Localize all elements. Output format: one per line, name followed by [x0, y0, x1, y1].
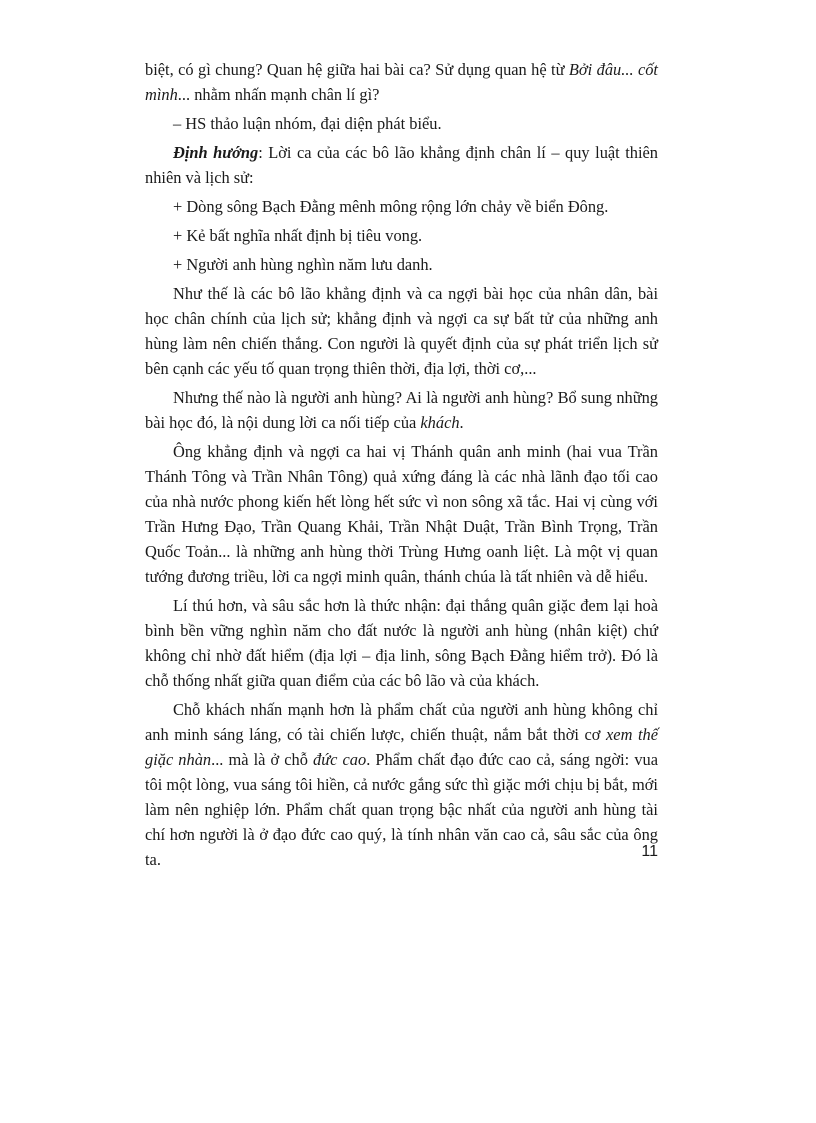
- text-run: Chỗ khách nhấn mạnh hơn là phẩm chất của người anh hùng không chỉ anh minh sáng láng, có tài chiến lược, chiến thuật, nắm bắt thời cơ: [145, 700, 658, 744]
- text-run: – HS thảo luận nhóm, đại diện phát biểu.: [173, 114, 442, 133]
- text-run-italic: đức cao: [313, 750, 367, 769]
- paragraph: [145, 593, 658, 693]
- list-item: [145, 252, 658, 277]
- text-run: : Lời ca của các bô lão khẳng định chân lí – quy luật thiên nhiên và lịch sử:: [145, 143, 658, 187]
- text-run-italic: khách: [420, 413, 460, 432]
- text-run: .: [459, 413, 464, 432]
- text-run-italic: Bởi đâu... cốt mình: [145, 60, 658, 104]
- page-number: 11: [641, 843, 658, 860]
- text-run: Ông khẳng định và ngợi ca hai vị Thánh quân anh minh (hai vua Trần Thánh Tông và Trần Nhân Tông) quả xứng đáng là các nhà lãnh đạo tối cao của nhà nước phong kiến hết lòng hết sức vì non sông xã tắc. Hai vị cùng với Trần Hưng Đạo, Trần Quang Khải, Trần Nhật Duật, Trần Bình Trọng, Trần Quốc Toản... là những anh hùng thời Trùng Hưng oanh liệt. Là một vị quan tướng đương triều, lời ca ngợi minh quân, thánh chúa là tất nhiên và dễ hiểu.: [145, 442, 658, 586]
- paragraph-orientation: [145, 140, 658, 190]
- text-run-bold-italic: Định hướng: [173, 143, 259, 162]
- paragraph: [145, 439, 658, 589]
- paragraph-continuation: [145, 57, 658, 107]
- text-run: ... nhằm nhấn mạnh chân lí gì?: [177, 85, 380, 104]
- text-run: . Phẩm chất đạo đức cao cả, sáng ngời: vua tôi một lòng, vua sáng tôi hiền, cả nước gắng sức thì giặc mới chịu bị bắt, mới làm nên nghiệp lớn. Phẩm chất quan trọng bậc nhất của người anh hùng tài chí hơn người là ở đạo đức cao quý, là tính nhân văn cao cả, sâu sắc của ông ta.: [145, 750, 658, 869]
- text-run-italic: xem thế giặc nhàn: [145, 725, 658, 769]
- document-page: [145, 57, 658, 872]
- text-run: + Dòng sông Bạch Đằng mênh mông rộng lớn chảy về biển Đông.: [173, 197, 609, 216]
- text-run: Nhưng thế nào là người anh hùng? Ai là người anh hùng? Bổ sung những bài học đó, là nội dung lời ca nối tiếp của: [145, 388, 658, 432]
- paragraph: [145, 281, 658, 381]
- text-run: Như thế là các bô lão khẳng định và ca ngợi bài học của nhân dân, bài học chân chính của lịch sử; khẳng định và ngợi ca sự bất tử của những anh hùng làm nên chiến thắng. Con người là quyết định của sự phát triển lịch sử bên cạnh các yếu tố quan trọng thiên thời, địa lợi, thời cơ,...: [145, 284, 658, 378]
- text-run: Lí thú hơn, và sâu sắc hơn là thức nhận: đại thắng quân giặc đem lại hoà bình bền vững nghìn năm cho đất nước là người anh hùng (nhân kiệt) chứ không chỉ nhờ đất hiểm (địa lợi – địa linh, sông Bạch Đằng hiểm trở). Đó là chỗ thống nhất giữa quan điểm của các bô lão và của khách.: [145, 596, 658, 690]
- list-item: [145, 194, 658, 219]
- text-run: + Người anh hùng nghìn năm lưu danh.: [173, 255, 433, 274]
- text-run: biệt, có gì chung? Quan hệ giữa hai bài ca? Sử dụng quan hệ từ: [145, 60, 569, 79]
- list-item: [145, 223, 658, 248]
- paragraph: [145, 385, 658, 435]
- paragraph: [145, 697, 658, 872]
- text-run: ... mà là ở chỗ: [211, 750, 314, 769]
- paragraph-activity: [145, 111, 658, 136]
- text-run: + Kẻ bất nghĩa nhất định bị tiêu vong.: [173, 226, 423, 245]
